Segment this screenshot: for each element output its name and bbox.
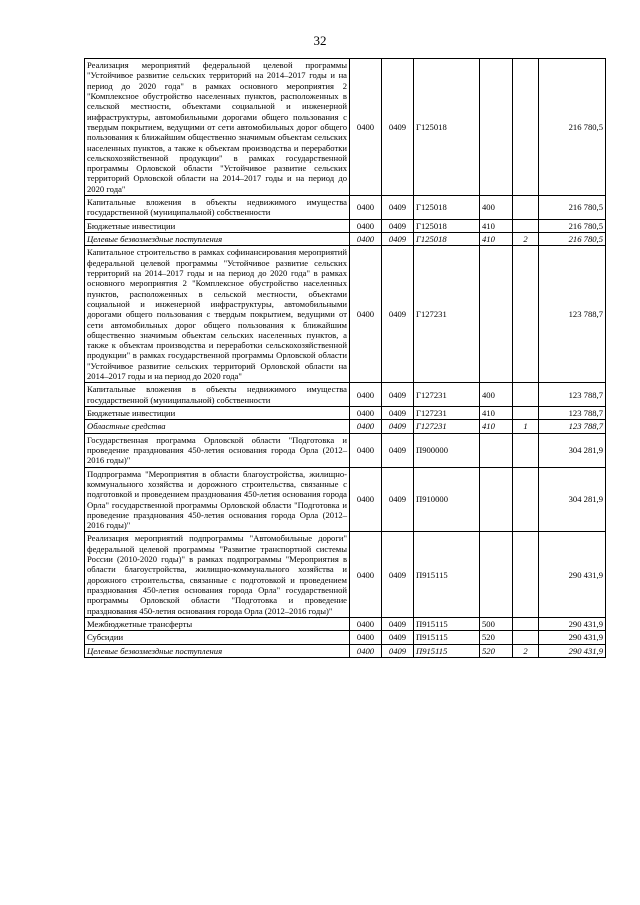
row-amount: 123 788,7: [539, 383, 606, 407]
row-amount: 123 788,7: [539, 407, 606, 420]
row-expense-type: [480, 467, 513, 532]
row-amount: 123 788,7: [539, 420, 606, 433]
row-amount: 216 780,5: [539, 59, 606, 196]
row-source: [513, 433, 539, 467]
row-section: 0400: [350, 433, 382, 467]
row-expense-type: 410: [480, 219, 513, 232]
row-section: 0400: [350, 246, 382, 383]
budget-table: [84, 58, 606, 658]
row-subsection: 0409: [382, 532, 414, 618]
row-section: 0400: [350, 631, 382, 644]
table-row: [85, 467, 606, 532]
row-expense-type: 520: [480, 644, 513, 657]
row-target-code: Г127231: [414, 383, 480, 407]
row-subsection: 0409: [382, 196, 414, 220]
table-row: [85, 644, 606, 657]
row-target-code: Г127231: [414, 420, 480, 433]
row-name: Реализация мероприятий подпрограммы "Автомобильные дороги" федеральной целевой программы "Развитие транспортной системы России (2010-2020 годы)" в рамках подпрограммы "Мероприятия в области благоустройства, жилищно-коммунального хозяйства и дорожного строительства, связанные с подготовкой и проведением празднования 450-летия основания города Орла" государственной программы Орловской области "Подготовка и проведение празднования 450-летия основания города Орла (2012–2016 годы)": [85, 532, 350, 618]
row-expense-type: 400: [480, 196, 513, 220]
row-expense-type: 410: [480, 420, 513, 433]
row-name: Реализация мероприятий федеральной целевой программы "Устойчивое развитие сельских территорий на 2014–2017 годы и на период до 2020 года" в рамках основного мероприятия 2 "Комплексное обустройство населенных пунктов, расположенных в сельской местности, объектами социальной и инженерной инфраструктуры, автомобильными дорогами общего пользования с твердым покрытием, ведущими от сети автомобильных дорог общего пользования к ближайшим общественно значимым объектам сельских населенных пунктов, а также к объектам производства и переработки сельскохозяйственной продукции" в рамках государственной программы Орловской области "Устойчивое развитие сельских территорий Орловской области на 2014–2017 годы и на период до 2020 года": [85, 59, 350, 196]
row-target-code: Г125018: [414, 59, 480, 196]
row-target-code: П915115: [414, 532, 480, 618]
row-source: [513, 196, 539, 220]
row-amount: 290 431,9: [539, 617, 606, 630]
row-section: 0400: [350, 407, 382, 420]
row-amount: 216 780,5: [539, 219, 606, 232]
row-section: 0400: [350, 617, 382, 630]
row-subsection: 0409: [382, 433, 414, 467]
row-source: 1: [513, 420, 539, 433]
table-row: [85, 407, 606, 420]
row-expense-type: [480, 59, 513, 196]
row-expense-type: [480, 433, 513, 467]
table-row: [85, 59, 606, 196]
row-expense-type: [480, 532, 513, 618]
row-expense-type: [480, 246, 513, 383]
row-target-code: П915115: [414, 617, 480, 630]
row-subsection: 0409: [382, 59, 414, 196]
row-subsection: 0409: [382, 617, 414, 630]
row-name: Бюджетные инвестиции: [85, 407, 350, 420]
row-source: 2: [513, 644, 539, 657]
table-row: [85, 246, 606, 383]
row-name: Капитальное строительство в рамках софинансирования мероприятий федеральной целевой программы "Устойчивое развитие сельских территорий на 2014–2017 годы и на период до 2020 года" в рамках основного мероприятия 2 "Комплексное обустройство населенных пунктов, расположенных в сельской местности, объектами социальной и инженерной инфраструктуры, автомобильными дорогами общего пользования с твердым покрытием, ведущими от сети автомобильных дорог общего пользования к ближайшим общественно значимым объектам сельских населенных пунктов, а также к объектам производства и переработки сельскохозяйственной продукции" в рамках государственной программы Орловской области "Устойчивое развитие сельских территорий Орловской области на 2014–2017 годы и на период до 2020 года": [85, 246, 350, 383]
row-name: Капитальные вложения в объекты недвижимого имущества государственной (муниципальной) собственности: [85, 383, 350, 407]
row-target-code: Г125018: [414, 219, 480, 232]
row-target-code: П900000: [414, 433, 480, 467]
row-amount: 216 780,5: [539, 196, 606, 220]
page-number: 32: [313, 33, 327, 48]
row-amount: 216 780,5: [539, 233, 606, 246]
row-name: Целевые безвозмездные поступления: [85, 644, 350, 657]
row-expense-type: 500: [480, 617, 513, 630]
row-target-code: Г127231: [414, 246, 480, 383]
row-target-code: П915115: [414, 631, 480, 644]
row-name: Межбюджетные трансферты: [85, 617, 350, 630]
row-section: 0400: [350, 420, 382, 433]
budget-table-body: [85, 59, 606, 658]
row-subsection: 0409: [382, 233, 414, 246]
row-target-code: П915115: [414, 644, 480, 657]
row-target-code: Г125018: [414, 233, 480, 246]
row-section: 0400: [350, 467, 382, 532]
row-source: [513, 383, 539, 407]
row-subsection: 0409: [382, 644, 414, 657]
row-expense-type: 410: [480, 407, 513, 420]
table-row: [85, 233, 606, 246]
row-amount: 304 281,9: [539, 467, 606, 532]
row-source: [513, 59, 539, 196]
row-section: 0400: [350, 59, 382, 196]
row-amount: 304 281,9: [539, 433, 606, 467]
row-source: [513, 631, 539, 644]
table-row: [85, 420, 606, 433]
row-section: 0400: [350, 219, 382, 232]
row-name: Бюджетные инвестиции: [85, 219, 350, 232]
row-name: Областные средства: [85, 420, 350, 433]
row-subsection: 0409: [382, 219, 414, 232]
row-amount: 123 788,7: [539, 246, 606, 383]
row-subsection: 0409: [382, 383, 414, 407]
row-amount: 290 431,9: [539, 644, 606, 657]
table-row: [85, 383, 606, 407]
row-section: 0400: [350, 233, 382, 246]
row-name: Субсидии: [85, 631, 350, 644]
row-subsection: 0409: [382, 420, 414, 433]
table-row: [85, 433, 606, 467]
row-section: 0400: [350, 644, 382, 657]
row-subsection: 0409: [382, 246, 414, 383]
row-section: 0400: [350, 196, 382, 220]
row-amount: 290 431,9: [539, 631, 606, 644]
row-source: [513, 219, 539, 232]
row-target-code: П910000: [414, 467, 480, 532]
row-expense-type: 410: [480, 233, 513, 246]
row-section: 0400: [350, 383, 382, 407]
row-source: [513, 467, 539, 532]
row-source: 2: [513, 233, 539, 246]
row-amount: 290 431,9: [539, 532, 606, 618]
table-row: [85, 532, 606, 618]
table-row: [85, 196, 606, 220]
row-source: [513, 246, 539, 383]
table-row: [85, 631, 606, 644]
row-section: 0400: [350, 532, 382, 618]
row-name: Подпрограмма "Мероприятия в области благоустройства, жилищно-коммунального хозяйства и дорожного строительства, связанные с подготовкой и проведением празднования 450-летия основания города Орла" государственной программы Орловской области "Подготовка и проведение празднования 450-летия основания города Орла (2012–2016 годы)": [85, 467, 350, 532]
row-expense-type: 400: [480, 383, 513, 407]
row-target-code: Г127231: [414, 407, 480, 420]
row-name: Капитальные вложения в объекты недвижимого имущества государственной (муниципальной) собственности: [85, 196, 350, 220]
row-subsection: 0409: [382, 407, 414, 420]
row-subsection: 0409: [382, 631, 414, 644]
row-expense-type: 520: [480, 631, 513, 644]
table-row: [85, 617, 606, 630]
table-row: [85, 219, 606, 232]
row-source: [513, 532, 539, 618]
row-subsection: 0409: [382, 467, 414, 532]
row-target-code: Г125018: [414, 196, 480, 220]
row-source: [513, 407, 539, 420]
row-name: Государственная программа Орловской области "Подготовка и проведение празднования 450-летия основания города Орла (2012–2016 годы)": [85, 433, 350, 467]
row-source: [513, 617, 539, 630]
row-name: Целевые безвозмездные поступления: [85, 233, 350, 246]
